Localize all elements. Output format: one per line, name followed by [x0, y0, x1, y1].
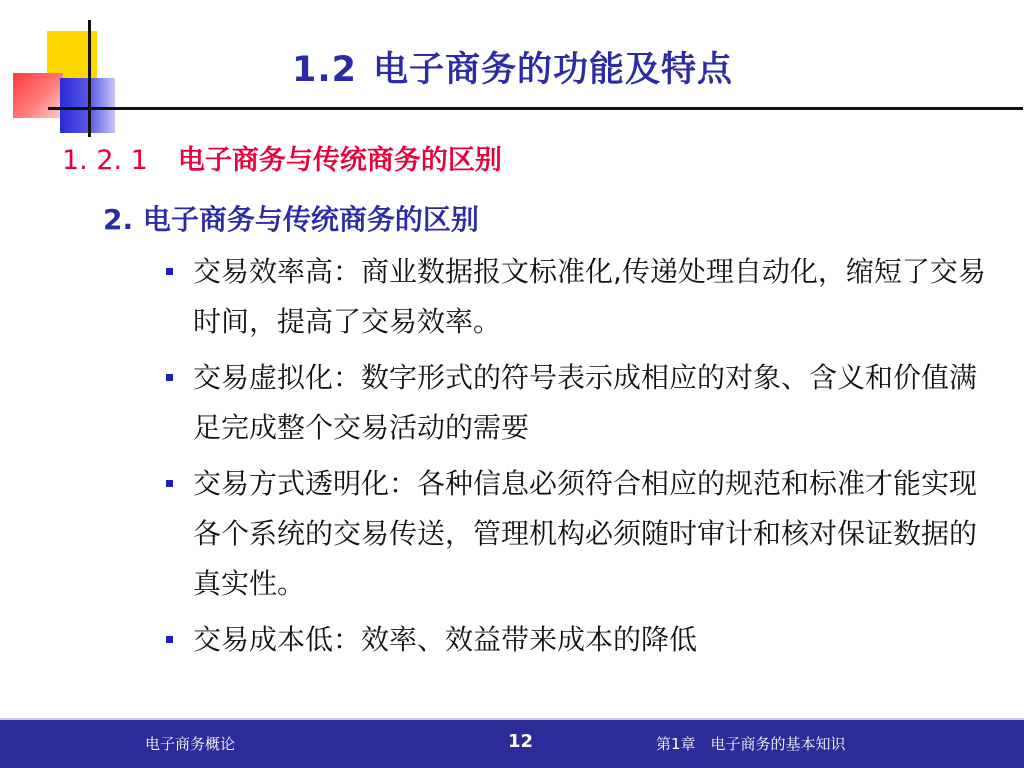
- bullet-item: [160, 353, 990, 453]
- section-heading: [62, 138, 502, 177]
- square-bullet-icon: [166, 636, 173, 643]
- footer-bar: [0, 718, 1024, 768]
- bullet-item: [160, 247, 990, 347]
- red-square: [13, 73, 63, 118]
- decorative-logo: [0, 0, 160, 140]
- bullet-text: 交易成本低：效率、效益带来成本的降低: [193, 623, 698, 656]
- bullet-list: [160, 247, 990, 671]
- logo-vertical-line: [88, 20, 91, 137]
- footer-course-title: 电子商务概论: [145, 735, 236, 753]
- bullet-text: 交易虚拟化：数字形式的符号表示成相应的对象、含义和价值满足完成整个交易活动的需要: [193, 361, 978, 444]
- title-number: 1.2: [292, 50, 358, 90]
- title-divider-line: [48, 107, 1023, 110]
- page-number: 12: [508, 731, 534, 752]
- bullet-text: 交易效率高：商业数据报文标准化,传递处理自动化，缩短了交易时间，提高了交易效率。: [193, 255, 986, 338]
- section-text: 电子商务与传统商务的区别: [177, 145, 502, 176]
- square-bullet-icon: [166, 374, 173, 381]
- title-text: 电子商务的功能及特点: [373, 50, 734, 90]
- section-number: 1. 2. 1: [62, 145, 148, 176]
- bullet-item: [160, 615, 990, 665]
- subsection-heading: 2. 电子商务与传统商务的区别: [103, 203, 479, 236]
- square-bullet-icon: [166, 480, 173, 487]
- bullet-text: 交易方式透明化：各种信息必须符合相应的规范和标准才能实现各个系统的交易传送，管理机构必须随时审计和核对保证数据的真实性。: [193, 467, 978, 600]
- bullet-item: [160, 459, 990, 609]
- square-bullet-icon: [166, 268, 173, 275]
- slide-title: [292, 42, 733, 92]
- footer-chapter-title: 第1章 电子商务的基本知识: [656, 735, 846, 753]
